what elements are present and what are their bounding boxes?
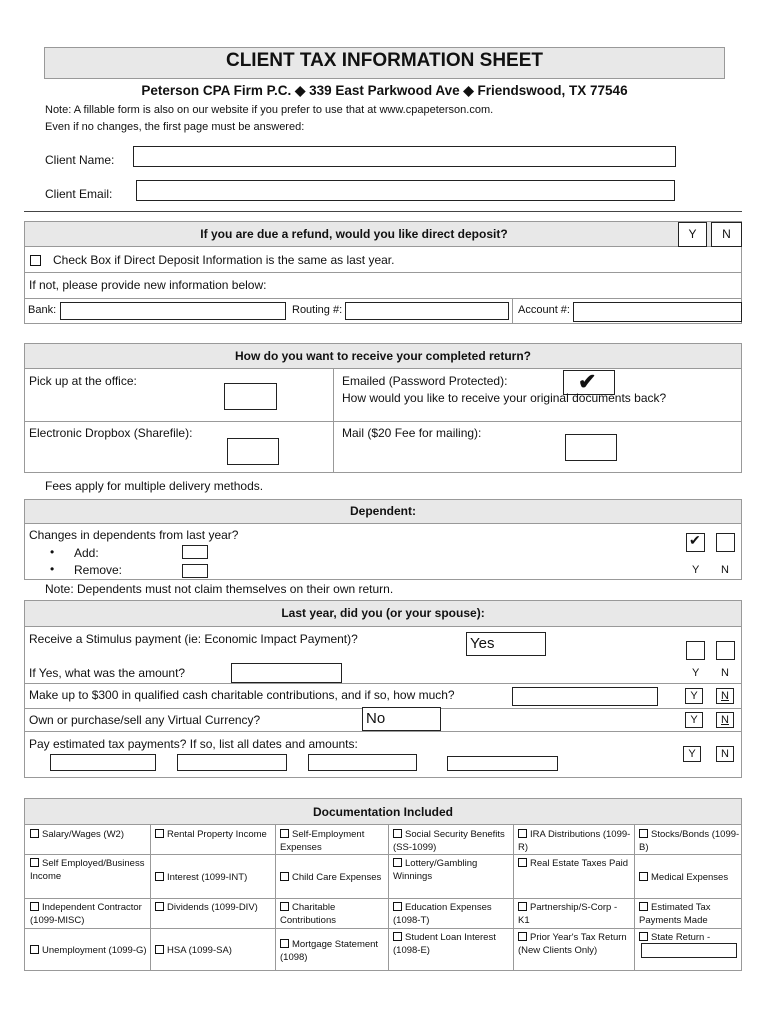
- doc-item-text: [155, 944, 232, 957]
- stimulus-no-box[interactable]: [716, 641, 735, 660]
- doc-item-label: Unemployment (1099-G): [42, 945, 147, 956]
- doc-item-checkbox[interactable]: [518, 902, 527, 911]
- doc-item-text: [30, 901, 147, 927]
- originals-label: How would you like to receive your original documents back?: [342, 391, 667, 405]
- doc-item-social-security[interactable]: [393, 828, 510, 853]
- doc-item-checkbox[interactable]: [30, 945, 39, 954]
- doc-item-label: Real Estate Taxes Paid: [530, 858, 629, 869]
- estimated-no-box[interactable]: N: [716, 746, 734, 762]
- dependent-changes-label: Changes in dependents from last year?: [29, 528, 239, 542]
- add-label: Add:: [74, 546, 99, 560]
- divider: [24, 211, 742, 212]
- grid-divider: [25, 854, 741, 855]
- doc-item-label: Salary/Wages (W2): [42, 829, 124, 840]
- first-page-note: Even if no changes, the first page must be answered:: [45, 121, 305, 133]
- doc-item-lottery[interactable]: [393, 857, 510, 897]
- crypto-label: Own or purchase/sell any Virtual Currency?: [29, 713, 261, 727]
- remove-bullet: •: [50, 562, 55, 576]
- dependent-heading: Dependent:: [350, 504, 416, 518]
- doc-item-child-care[interactable]: [280, 857, 385, 897]
- doc-item-text: [155, 901, 258, 914]
- stimulus-field[interactable]: Yes: [466, 632, 546, 656]
- dependent-yes-label: Y: [692, 564, 700, 576]
- amount-label: If Yes, what was the amount?: [29, 666, 186, 680]
- grid-divider: [25, 898, 741, 899]
- dependent-no-label: N: [721, 564, 729, 576]
- estimated-payment-field-2[interactable]: [177, 754, 287, 771]
- charitable-label: Make up to $300 in qualified cash charitable contributions, and if so, how much?: [29, 688, 455, 702]
- doc-item-real-estate-taxes[interactable]: [518, 857, 631, 897]
- doc-item-charitable[interactable]: [280, 901, 385, 927]
- doc-item-text: [518, 828, 631, 854]
- new-info-label: If not, please provide new information below:: [29, 278, 267, 292]
- crypto-no-box[interactable]: N: [716, 712, 734, 728]
- doc-item-checkbox[interactable]: [518, 858, 527, 867]
- doc-item-label: HSA (1099-SA): [167, 945, 232, 956]
- page-title: CLIENT TAX INFORMATION SHEET: [225, 50, 543, 71]
- doc-item-label: Dividends (1099-DIV): [167, 902, 258, 913]
- same-as-last-year-label: Check Box if Direct Deposit Information is the same as last year.: [53, 253, 395, 267]
- doc-item-checkbox[interactable]: [393, 932, 402, 941]
- doc-item-checkbox[interactable]: [30, 858, 39, 867]
- divider: [512, 298, 513, 324]
- doc-item-label: Social Security Benefits (SS-1099): [393, 829, 505, 853]
- doc-item-checkbox[interactable]: [280, 939, 289, 948]
- doc-item-text: [280, 871, 381, 884]
- dropbox-label: Electronic Dropbox (Sharefile):: [29, 426, 193, 440]
- crypto-yes-box[interactable]: Y: [685, 712, 703, 728]
- doc-item-ira[interactable]: [518, 828, 631, 853]
- emailed-label: Emailed (Password Protected):: [342, 374, 508, 388]
- doc-item-self-employment-expenses[interactable]: [280, 828, 385, 853]
- estimated-label: Pay estimated tax payments? If so, list all dates and amounts:: [29, 737, 358, 751]
- dependent-no-box[interactable]: [716, 533, 735, 552]
- doc-item-text: [393, 828, 510, 854]
- doc-item-text: [30, 828, 124, 841]
- doc-item-partnership[interactable]: [518, 901, 631, 927]
- divider: [24, 421, 742, 422]
- doc-item-label: Lottery/Gambling Winnings: [393, 858, 478, 882]
- dependent-yes-check-mark: ✔: [689, 532, 701, 548]
- doc-item-checkbox[interactable]: [155, 829, 164, 838]
- last-year-heading: Last year, did you (or your spouse):: [281, 606, 485, 620]
- doc-item-unemployment[interactable]: [30, 931, 147, 970]
- doc-item-label: Prior Year's Tax Return (New Clients Only): [518, 932, 627, 956]
- documentation-heading: Documentation Included: [312, 805, 453, 819]
- charitable-no-box[interactable]: N: [716, 688, 734, 704]
- add-dependent-box[interactable]: [182, 545, 208, 559]
- remove-dependent-box[interactable]: [182, 564, 208, 578]
- charitable-amount-field[interactable]: [512, 687, 658, 706]
- doc-item-label: Education Expenses (1098-T): [393, 902, 492, 926]
- doc-item-text: [155, 871, 247, 884]
- doc-item-label: Rental Property Income: [167, 829, 267, 840]
- doc-item-independent-contractor[interactable]: [30, 901, 147, 927]
- doc-item-text: [30, 857, 147, 883]
- emailed-check-mark: ✔: [578, 369, 597, 394]
- documentation-grid: [24, 825, 742, 971]
- doc-item-checkbox[interactable]: [639, 872, 648, 881]
- divider: [24, 298, 742, 299]
- grid-divider: [25, 928, 741, 929]
- receive-heading: How do you want to receive your completed return?: [234, 349, 532, 363]
- deposit-no-box[interactable]: N: [711, 222, 742, 247]
- doc-item-label: Self Employed/Business Income: [30, 858, 145, 882]
- doc-item-text: [393, 901, 510, 927]
- client-name-label: Client Name:: [45, 153, 115, 167]
- doc-item-mortgage[interactable]: [280, 931, 385, 970]
- stimulus-no-label: N: [721, 667, 729, 679]
- doc-item-checkbox[interactable]: [280, 902, 289, 911]
- doc-item-text: [518, 857, 628, 870]
- doc-item-checkbox[interactable]: [518, 829, 527, 838]
- pickup-label: Pick up at the office:: [29, 374, 137, 388]
- doc-item-text: [393, 931, 510, 957]
- stimulus-amount-field[interactable]: [231, 663, 342, 683]
- doc-item-text: [393, 857, 510, 883]
- doc-item-checkbox[interactable]: [30, 902, 39, 911]
- doc-item-text: [518, 931, 631, 957]
- dependent-note: Note: Dependents must not claim themselves on their own return.: [45, 582, 394, 596]
- divider: [24, 272, 742, 273]
- fees-note: Fees apply for multiple delivery methods.: [45, 479, 264, 493]
- doc-item-checkbox[interactable]: [155, 945, 164, 954]
- doc-item-checkbox[interactable]: [393, 858, 402, 867]
- charitable-yes-box[interactable]: Y: [685, 688, 703, 704]
- divider: [24, 683, 742, 684]
- doc-item-text: [639, 828, 740, 854]
- doc-item-checkbox[interactable]: [30, 829, 39, 838]
- doc-item-label: Interest (1099-INT): [167, 871, 248, 883]
- doc-item-checkbox[interactable]: [280, 872, 289, 881]
- dropbox-box[interactable]: [227, 438, 279, 465]
- deposit-yes-box[interactable]: Y: [678, 222, 707, 247]
- pickup-box[interactable]: [224, 383, 277, 410]
- doc-item-checkbox[interactable]: [639, 932, 648, 941]
- deposit-question: If you are due a refund, would you like direct deposit?: [200, 227, 508, 241]
- bank-label: Bank:: [28, 304, 57, 316]
- doc-item-label: Independent Contractor (1099-MISC): [30, 902, 142, 926]
- doc-item-salary[interactable]: [30, 828, 147, 853]
- doc-item-checkbox[interactable]: [393, 829, 402, 838]
- estimated-payment-field-4[interactable]: [447, 756, 558, 771]
- doc-item-checkbox[interactable]: [639, 902, 648, 911]
- doc-item-rental[interactable]: [155, 828, 272, 853]
- doc-item-checkbox[interactable]: [155, 902, 164, 911]
- client-email-field[interactable]: [136, 180, 675, 201]
- doc-item-label: Self-Employment Expenses: [280, 829, 365, 853]
- doc-item-hsa[interactable]: [155, 931, 272, 970]
- fillable-note: Note: A fillable form is also on our website if you prefer to use that at www.cpapeterson.com.: [45, 104, 494, 116]
- routing-label: Routing #:: [292, 304, 343, 316]
- stimulus-label: Receive a Stimulus payment (ie: Economic Impact Payment)?: [29, 632, 358, 646]
- doc-item-self-employed-income[interactable]: [30, 857, 147, 897]
- state-return-field[interactable]: [641, 943, 737, 958]
- add-bullet: •: [50, 545, 55, 559]
- doc-item-label: Student Loan Interest (1098-E): [393, 932, 496, 956]
- doc-item-text: [280, 901, 385, 927]
- account-field[interactable]: [573, 302, 742, 322]
- account-label: Account #:: [518, 304, 570, 316]
- doc-item-student-loan[interactable]: [393, 931, 510, 970]
- doc-item-label: Mortgage Statement (1098): [280, 938, 379, 963]
- doc-item-checkbox[interactable]: [518, 932, 527, 941]
- doc-item-medical[interactable]: [639, 857, 740, 897]
- doc-item-estimated-tax[interactable]: [639, 901, 740, 927]
- doc-item-dividends[interactable]: [155, 901, 272, 927]
- doc-item-checkbox[interactable]: [280, 829, 289, 838]
- stimulus-yes-label: Y: [692, 667, 700, 679]
- doc-item-text: [30, 944, 147, 957]
- estimated-payment-field-1[interactable]: [50, 754, 156, 771]
- estimated-yes-box[interactable]: Y: [683, 746, 701, 762]
- doc-item-text: [280, 938, 385, 964]
- stimulus-yes-box[interactable]: [686, 641, 705, 660]
- doc-item-label: Stocks/Bonds (1099-B): [639, 829, 740, 853]
- mail-box[interactable]: [565, 434, 617, 461]
- bank-field[interactable]: [60, 302, 286, 320]
- divider: [24, 731, 742, 732]
- doc-item-checkbox[interactable]: [639, 829, 648, 838]
- estimated-payment-field-3[interactable]: [308, 754, 417, 771]
- doc-item-label: Child Care Expenses: [292, 871, 382, 883]
- crypto-field[interactable]: No: [362, 707, 441, 731]
- routing-field[interactable]: [345, 302, 509, 320]
- client-email-label: Client Email:: [45, 187, 113, 201]
- doc-item-label: Estimated Tax Payments Made: [639, 902, 711, 926]
- doc-item-stocks[interactable]: [639, 828, 740, 853]
- remove-label: Remove:: [74, 563, 123, 577]
- mail-label: Mail ($20 Fee for mailing):: [342, 426, 482, 440]
- doc-item-interest[interactable]: [155, 857, 272, 897]
- doc-item-checkbox[interactable]: [393, 902, 402, 911]
- doc-item-education[interactable]: [393, 901, 510, 927]
- doc-item-text: [280, 828, 385, 854]
- doc-item-text: [639, 871, 728, 884]
- doc-item-label: State Return -: [651, 932, 711, 943]
- doc-item-label: Charitable Contributions: [280, 902, 336, 926]
- doc-item-label: Partnership/S-Corp - K1: [518, 902, 618, 926]
- doc-item-checkbox[interactable]: [155, 872, 164, 881]
- doc-item-text: [639, 901, 740, 927]
- firm-line: Peterson CPA Firm P.C. ◆ 339 East Parkwood Ave ◆ Friendswood, TX 77546: [141, 83, 628, 98]
- doc-item-text: [518, 901, 631, 927]
- doc-item-text: [155, 828, 267, 841]
- doc-item-prior-return[interactable]: [518, 931, 631, 970]
- doc-item-label: Medical Expenses: [651, 871, 729, 883]
- client-name-field[interactable]: [133, 146, 676, 167]
- same-as-last-year-checkbox[interactable]: [30, 255, 41, 266]
- doc-item-label: IRA Distributions (1099-R): [518, 829, 631, 853]
